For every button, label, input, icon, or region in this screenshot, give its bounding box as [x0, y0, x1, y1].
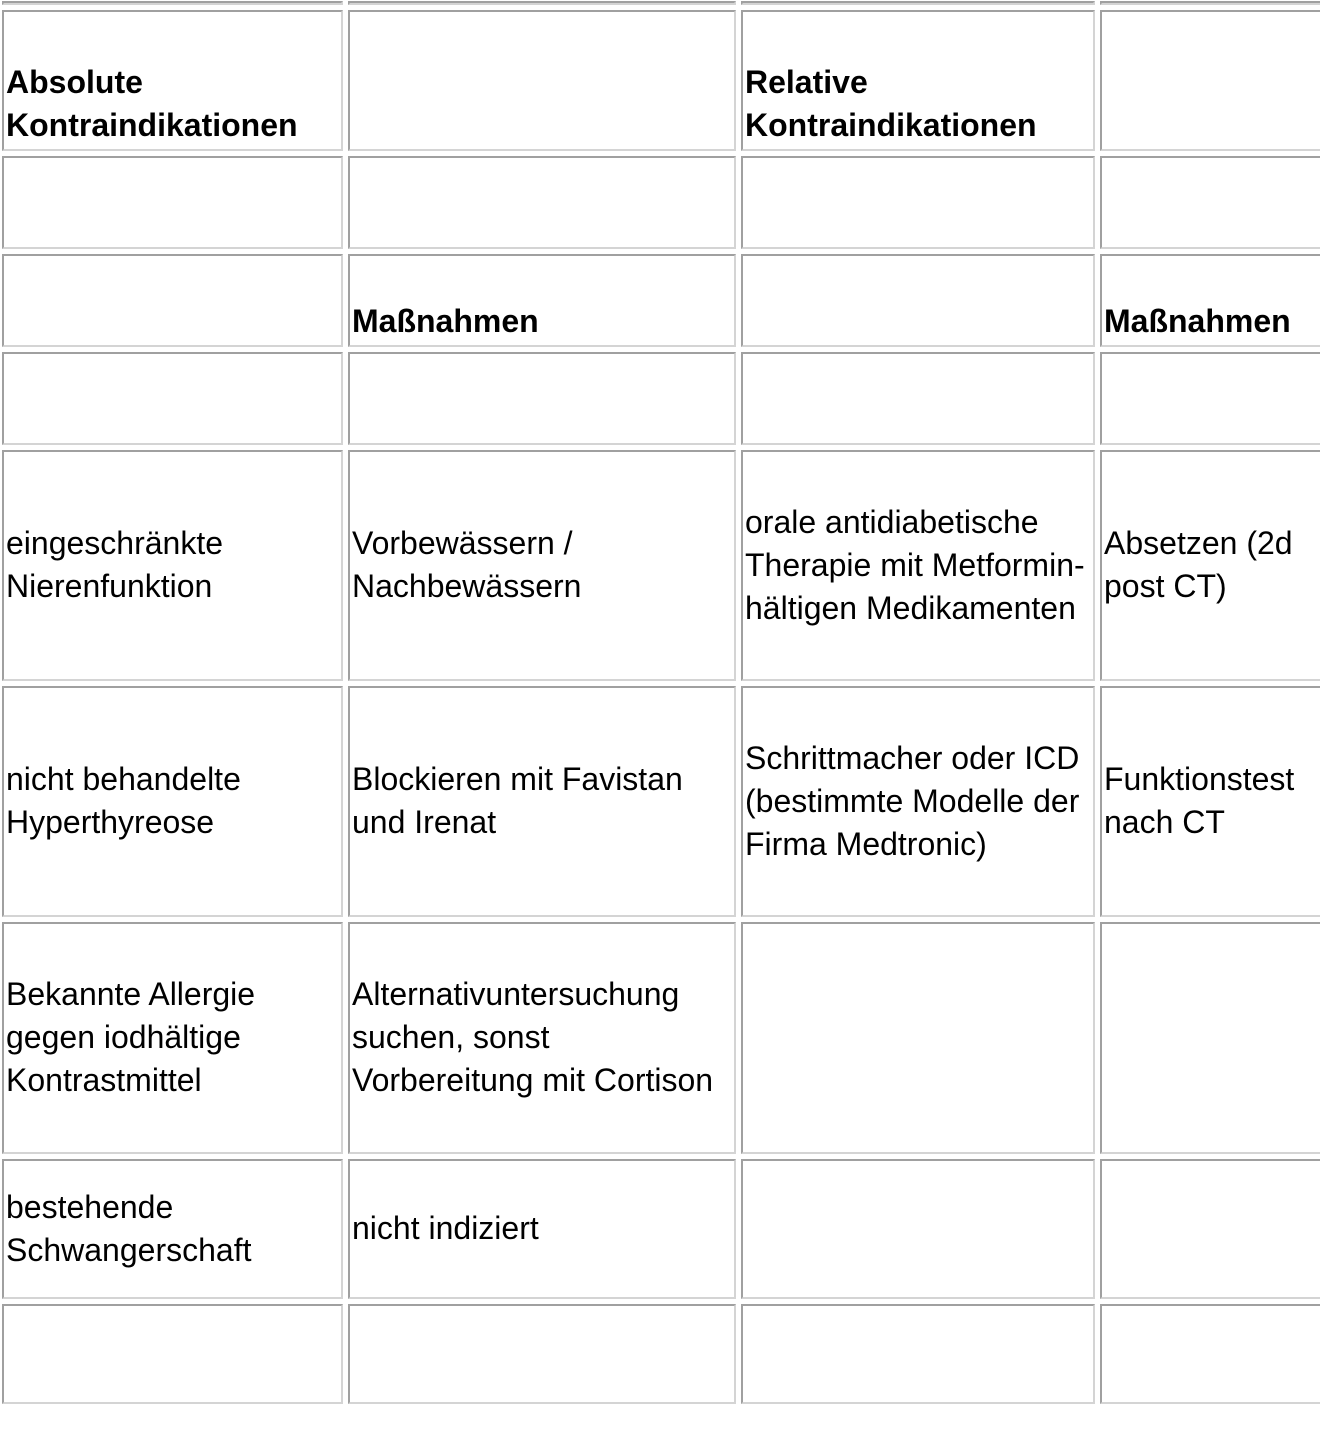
table-row: [2, 352, 1320, 445]
table-cell: [1100, 352, 1320, 445]
table-row: [2, 10, 1320, 151]
table-row: [2, 1304, 1320, 1404]
table-cell: [741, 352, 1095, 445]
table-row: [2, 922, 1320, 1154]
table-cell: [741, 922, 1095, 1154]
table-cell: [348, 156, 736, 249]
table-cell: [741, 1, 1095, 5]
table-cell: [348, 352, 736, 445]
table-row: [2, 1159, 1320, 1299]
table-cell: bestehende Schwangerschaft: [2, 1159, 343, 1299]
table-row: [2, 254, 1320, 347]
table-cell: [348, 1304, 736, 1404]
table-row: [2, 686, 1320, 917]
table-cell: Absetzen (2d post CT): [1100, 450, 1320, 681]
table-cell: eingeschränkte Nierenfunktion: [2, 450, 343, 681]
table-cell: Alternativuntersuchung suchen, sonst Vorbereitung mit Cortison: [348, 922, 736, 1154]
header-cell-absolute: Absolute Kontraindikationen: [2, 10, 343, 151]
table-cell: [2, 254, 343, 347]
table-cell: Funktionstest nach CT: [1100, 686, 1320, 917]
table-cell: [2, 156, 343, 249]
table-cell: Blockieren mit Favistan und Irenat: [348, 686, 736, 917]
table-cell: [2, 1304, 343, 1404]
table-cell: nicht indiziert: [348, 1159, 736, 1299]
table-cell: [1100, 156, 1320, 249]
table-row: [2, 450, 1320, 681]
table-cell: [741, 1304, 1095, 1404]
table-cell: [741, 254, 1095, 347]
table-cell: [1100, 1159, 1320, 1299]
table-cell: [2, 352, 343, 445]
table-cell: [348, 1, 736, 5]
table-cell: [1100, 1, 1320, 5]
table-cell: Vorbewässern / Nachbewässern: [348, 450, 736, 681]
table-cell: Schrittmacher oder ICD (bestimmte Modelle der Firma Medtronic): [741, 686, 1095, 917]
table-cell: [1100, 922, 1320, 1154]
header-cell-relative: Relative Kontraindikationen: [741, 10, 1095, 151]
table-row: [2, 156, 1320, 249]
table-cell: [348, 10, 736, 151]
table-cell: [741, 1159, 1095, 1299]
table-cell: nicht behandelte Hyperthyreose: [2, 686, 343, 917]
table-cell: [1100, 1304, 1320, 1404]
table-cell: [1100, 10, 1320, 151]
header-cell-measures: Maßnahmen: [1100, 254, 1320, 347]
table-cell: Bekannte Allergie gegen iodhältige Kontrastmittel: [2, 922, 343, 1154]
table-row: [2, 1, 1320, 5]
table-cell: [741, 156, 1095, 249]
table-cell: orale antidiabetische Therapie mit Metformin-hältigen Medikamenten: [741, 450, 1095, 681]
table-cell: [2, 1, 343, 5]
header-cell-measures: Maßnahmen: [348, 254, 736, 347]
